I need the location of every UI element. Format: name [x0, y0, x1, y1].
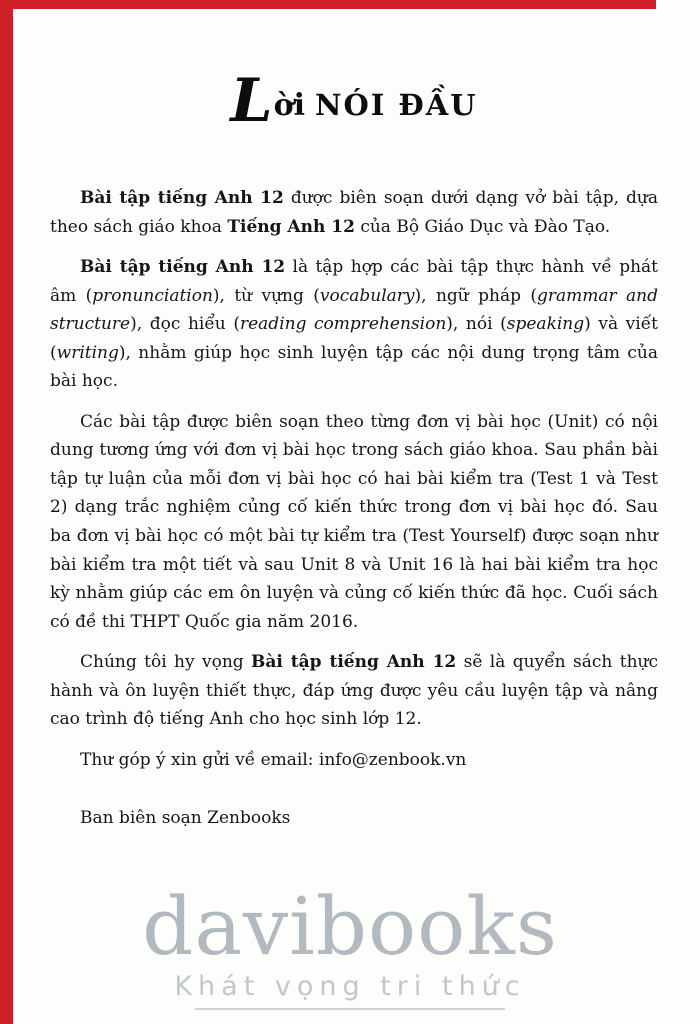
- watermark: [0, 880, 700, 1010]
- paragraph: Bài tập tiếng Anh 12 là tập hợp các bài tập thực hành về phát âm (pronunciation), từ vựng (vocabulary), ngữ pháp (grammar and structure), đọc hiểu (reading comprehension), nói (speaking) và viết (writing), nhằm giúp học sinh luyện tập các nội dung trọng tâm của bài học.: [50, 257, 659, 392]
- preface-body: [50, 184, 658, 833]
- title-initial-letter: L: [230, 66, 273, 136]
- email-line: Thư góp ý xin gửi về email: info@zenbook.vn: [80, 749, 467, 770]
- red-spine-left: [0, 0, 13, 1024]
- red-edge-top: [0, 0, 656, 9]
- signature-line: Ban biên soạn Zenbooks: [80, 808, 291, 829]
- preface-title: [50, 66, 658, 136]
- page-content: [50, 66, 658, 845]
- title-caps: NÓI ĐẦU: [315, 88, 478, 122]
- watermark-tagline: Khát vọng tri thức: [174, 971, 526, 1002]
- watermark-underline: [195, 1008, 505, 1010]
- title-word-rest: ời: [273, 88, 305, 123]
- paragraph: Bài tập tiếng Anh 12 được biên soạn dưới dạng vở bài tập, dựa theo sách giáo khoa Tiếng Anh 12 của Bộ Giáo Dục và Đào Tạo.: [50, 188, 658, 237]
- paragraph: Chúng tôi hy vọng Bài tập tiếng Anh 12 sẽ là quyển sách thực hành và ôn luyện thiết thực, đáp ứng được yêu cầu luyện tập và nâng cao trình độ tiếng Anh cho học sinh lớp 12.: [50, 652, 658, 730]
- paragraph: Các bài tập được biên soạn theo từng đơn vị bài học (Unit) có nội dung tương ứng với đơn vị bài học trong sách giáo khoa. Sau phần bài tập tự luận của mỗi đơn vị bài học có hai bài kiểm tra (Test 1 và Test 2) dạng trắc nghiệm củng cố kiến thức trong đơn vị bài học đó. Sau ba đơn vị bài học có một bài tự kiểm tra (Test Yourself) được soạn như bài kiểm tra một tiết và sau Unit 8 và Unit 16 là hai bài kiểm tra học kỳ nhằm giúp các em ôn luyện và củng cố kiến thức đã học. Cuối sách có đề thi THPT Quốc gia năm 2016.: [50, 411, 658, 632]
- watermark-brand: davibooks: [142, 880, 558, 973]
